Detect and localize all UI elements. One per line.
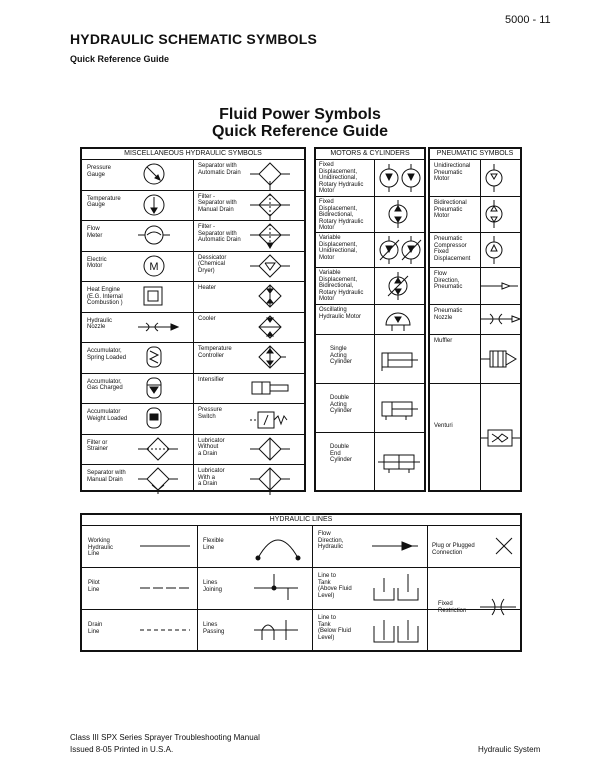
misc-right-symbol (250, 315, 290, 346)
misc-right-label: Temperature Controller (198, 346, 232, 359)
pneumatic-label: Pneumatic Compressor Fixed Displacement (434, 236, 471, 262)
lines-col2-label: Lines Joining (203, 580, 223, 593)
misc-right-label: Separator with Automatic Drain (198, 163, 241, 176)
misc-left-label: Heat Engine (E.G. Internal Combustion ) (87, 287, 123, 306)
misc-right-symbol (250, 284, 290, 315)
misc-header: MISCELLANEOUS HYDRAULIC SYMBOLS (82, 149, 304, 160)
misc-left-symbol (138, 223, 178, 254)
misc-left-label: Electric Motor (87, 256, 107, 269)
misc-right-label: Intensifier (198, 376, 225, 383)
misc-left-label: Accumulator, Spring Loaded (87, 348, 127, 361)
motors-symbol (378, 447, 422, 480)
motors-header: MOTORS & CYLINDERS (316, 149, 424, 160)
misc-left-symbol (138, 345, 178, 376)
motors-label: Variable Displacement, Unidirectional, Motor (319, 235, 358, 261)
motors-label: Fixed Displacement, Unidirectional, Rotary Hydraulic Motor (319, 162, 364, 194)
svg-text:M: M (149, 260, 159, 273)
misc-right-label: Dessicator (Chemical Dryer) (198, 254, 227, 274)
motors-label: Oscillating Hydraulic Motor (319, 307, 362, 320)
lines-col2-label: Flexible Line (203, 538, 224, 551)
misc-right-symbol (250, 345, 290, 376)
pneumatic-label: Unidirectional Pneumatic Motor (434, 163, 471, 182)
lines-col1-symbol (140, 574, 190, 607)
motors-symbol (378, 236, 422, 269)
lines-col3-symbol (372, 574, 420, 607)
page-title: HYDRAULIC SCHEMATIC SYMBOLS (70, 31, 318, 47)
lines-col1-label: Drain Line (88, 622, 103, 635)
misc-left-symbol (138, 315, 178, 346)
misc-left-label: Pressure Gauge (87, 165, 112, 178)
motors-label: Fixed Displacement, Bidirectional, Rotary Hydraulic Motor (319, 199, 364, 231)
misc-left-symbol (138, 467, 178, 498)
pneumatic-symbol (480, 272, 520, 305)
motors-symbol (378, 200, 422, 233)
motors-label: Double End Cylinder (330, 444, 353, 463)
heading-line-1: Fluid Power Symbols (219, 106, 381, 123)
misc-left-symbol (138, 437, 178, 468)
lines-col3-label: Flow Direction, Hydraulic (318, 531, 344, 550)
pneumatic-symbol (480, 424, 520, 457)
motors-cylinders-table (314, 147, 426, 492)
lines-header: HYDRAULIC LINES (82, 515, 520, 526)
motors-symbol (378, 164, 422, 197)
lines-col4-symbol (480, 593, 516, 626)
page-number: 5000 - 11 (505, 14, 551, 26)
motors-label: Single Acting Cylinder (330, 346, 353, 365)
misc-left-label: Temperature Gauge (87, 195, 121, 208)
misc-right-symbol (250, 254, 290, 285)
misc-left-symbol (138, 162, 178, 193)
pneumatic-symbol (480, 164, 520, 197)
pneumatic-symbol (480, 236, 520, 269)
misc-left-label: Separator with Manual Drain (87, 470, 126, 483)
misc-right-label: Filter - Separator with Manual Drain (198, 193, 237, 213)
motors-label: Double Acting Cylinder (330, 395, 353, 414)
misc-right-symbol (250, 467, 290, 498)
misc-hydraulic-table (80, 147, 306, 492)
pneumatic-label: Venturi (434, 423, 453, 429)
pneumatic-label: Bidirectional Pneumatic Motor (434, 200, 467, 219)
pneumatic-label: Pneumatic Nozzle (434, 308, 463, 321)
motors-symbol (378, 272, 422, 305)
motors-symbol (378, 394, 422, 427)
misc-right-symbol (250, 162, 290, 193)
lines-col3-label: Line to Tank (Below Fluid Level) (318, 615, 352, 641)
lines-col3-symbol (372, 532, 420, 565)
page-subtitle: Quick Reference Guide (70, 54, 170, 64)
misc-left-symbol (138, 376, 178, 407)
pneumatic-symbol (480, 200, 520, 233)
pneumatic-label: Flow Direction, Pneumatic (434, 271, 463, 290)
motors-label: Variable Displacement, Bidirectional, Rotary Hydraulic Motor (319, 270, 364, 302)
lines-col4-label: Plug or Plugged Connection (432, 543, 475, 556)
lines-col3-label: Line to Tank (Above Fluid Level) (318, 573, 352, 599)
lines-col2-symbol (254, 532, 302, 565)
lines-col2-symbol (254, 574, 302, 607)
pneumatic-header: PNEUMATIC SYMBOLS (430, 149, 520, 160)
hydraulic-lines-table (80, 513, 522, 652)
motors-symbol (378, 345, 422, 378)
misc-right-label: Cooler (198, 315, 216, 322)
misc-right-symbol (250, 437, 290, 468)
misc-right-label: Lubricator Without a Drain (198, 437, 225, 457)
heading-line-2: Quick Reference Guide (211, 123, 389, 140)
misc-right-label: Heater (198, 285, 217, 291)
misc-right-label: Pressure Switch (198, 407, 223, 420)
misc-left-symbol (138, 193, 178, 224)
pneumatic-symbol (480, 345, 520, 378)
misc-left-label: Flow Meter (87, 226, 103, 239)
footer-section: Hydraulic System (478, 745, 541, 754)
lines-col4-label: Fixed Restriction (438, 601, 467, 614)
lines-col1-label: Working Hydraulic Line (88, 538, 114, 557)
lines-col1-symbol (140, 616, 190, 649)
misc-right-label: Filter - Separator with Automatic Drain (198, 224, 241, 243)
misc-left-label: Accumulator, Gas Charged (87, 378, 123, 391)
misc-left-label: Filter or Strainer (87, 439, 109, 452)
misc-left-label: Hydraulic Nozzle (87, 317, 113, 330)
misc-left-symbol (138, 406, 178, 437)
misc-right-symbol (250, 193, 290, 224)
misc-left-symbol (138, 284, 178, 315)
lines-col2-symbol (254, 616, 302, 649)
lines-col3-symbol (372, 616, 420, 649)
lines-col2-label: Lines Passing (203, 622, 225, 635)
misc-left-symbol (138, 254, 178, 285)
misc-right-label: Lubricator With a a Drain (198, 468, 225, 487)
misc-left-label: Accumulator Weight Loaded (87, 409, 128, 422)
misc-right-symbol (250, 223, 290, 254)
lines-col1-symbol (140, 532, 190, 565)
lines-col4-symbol (490, 532, 518, 565)
pneumatic-label: Muffler (434, 338, 453, 344)
footer-manual-title: Class III SPX Series Sprayer Troubleshooting Manual (70, 733, 260, 742)
footer-issue-date: Issued 8-05 Printed in U.S.A. (70, 745, 174, 754)
lines-col1-label: Pilot Line (88, 580, 100, 593)
misc-right-symbol (250, 376, 290, 407)
misc-right-symbol (250, 406, 290, 437)
pneumatic-table (428, 147, 522, 492)
